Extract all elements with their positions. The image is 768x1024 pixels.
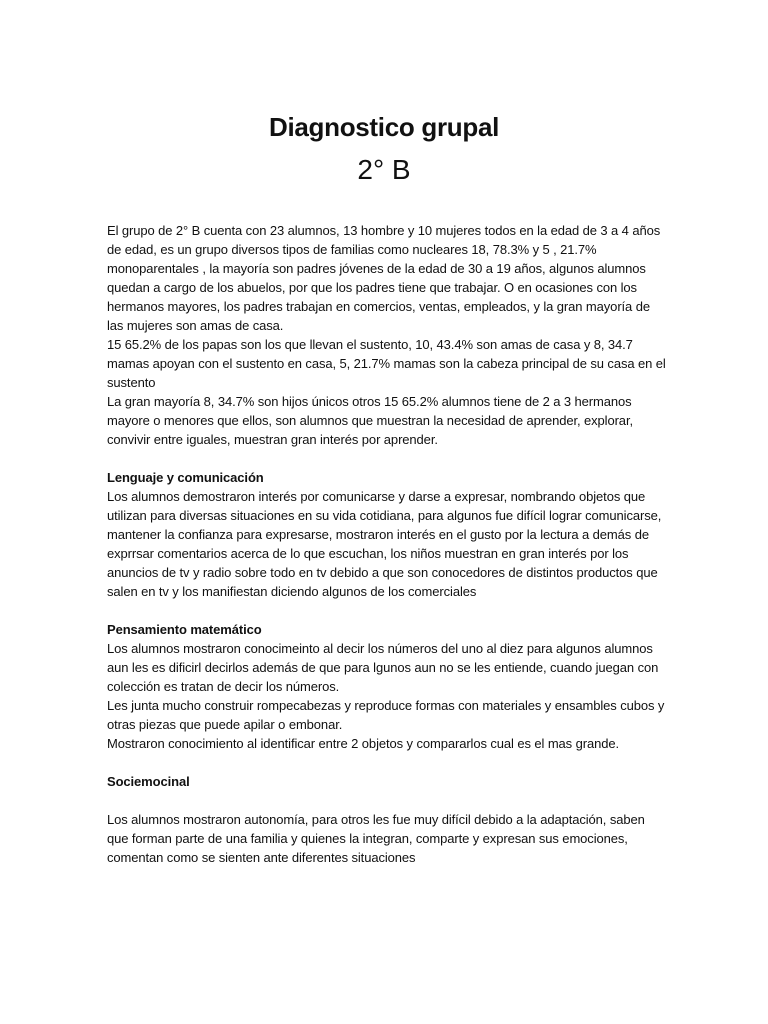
pensamiento-paragraph: Los alumnos mostraron conocimeinto al decir los números del uno al diez para algunos alumnos aun les es dificirl decirlos además de que para lgunos aun no se les entiende, cuando juegan con colección es tratan de decir los números.: [107, 641, 659, 694]
pensamiento-paragraph: Les junta mucho construir rompecabezas y reproduce formas con materiales y ensambles cubos y otras piezas que puede apilar o embonar.: [107, 698, 665, 732]
section-heading-socioemocional: Sociemocinal: [107, 774, 190, 789]
socioemocional-section: [107, 772, 667, 867]
section-spacer: [107, 791, 667, 810]
lenguaje-paragraph: Los alumnos demostraron interés por comunicarse y darse a expresar, nombrando objetos que utilizan para diversas situaciones en su vida cotidiana, para algunos fue difícil lograr comunicarse, mantener la confianza para expresarse, mostraron interés en el gusto por la lectura a demás de exprrsar comentarios acerca de lo que escuchan, los niños muestran en gran interés por los anuncios de tv y radio sobre todo en tv debido a que son conocedores de distintos productos que salen en tv y los manifiestan diciendo algunos de los comerciales: [107, 489, 662, 599]
section-heading-lenguaje: Lenguaje y comunicación: [107, 470, 264, 485]
pensamiento-paragraph: Mostraron conocimiento al identificar entre 2 objetos y compararlos cual es el mas grande.: [107, 736, 619, 751]
page-subtitle: 2° B: [357, 154, 411, 185]
intro-paragraph: El grupo de 2° B cuenta con 23 alumnos, 13 hombre y 10 mujeres todos en la edad de 3 a 4 años de edad, es un grupo diversos tipos de familias como nucleares 18, 78.3% y 5 , 21.7% monoparentales , la mayoría son padres jóvenes de la edad de 30 a 19 años, algunos alumnos quedan a cargo de los abuelos, por que los padres tiene que trabajar. O en ocasiones con los hermanos mayores, los padres trabajan en comercios, ventas, empleados, y la gran mayoría de las mujeres son amas de casa.: [107, 223, 661, 333]
intro-paragraph: La gran mayoría 8, 34.7% son hijos únicos otros 15 65.2% alumnos tiene de 2 a 3 hermanos mayore o menores que ellos, son alumnos que muestran la necesidad de aprender, explorar, convivir entre iguales, muestran gran interés por aprender.: [107, 394, 633, 447]
lenguaje-section: [107, 468, 667, 601]
document-body: [107, 221, 667, 886]
intro-paragraph: 15 65.2% de los papas son los que llevan el sustento, 10, 43.4% son amas de casa y 8, 34.7 mamas apoyan con el sustento en casa, 5, 21.7% mamas son la cabeza principal de su casa en el sustento: [107, 337, 666, 390]
section-heading-pensamiento: Pensamiento matemático: [107, 622, 262, 637]
intro-section: [107, 221, 667, 449]
page-title: Diagnostico grupal: [268, 112, 500, 142]
socioemocional-paragraph: Los alumnos mostraron autonomía, para otros les fue muy difícil debido a la adaptación, saben que forman parte de una familia y quienes la integran, comparte y expresan sus emociones, comentan como se sienten ante diferentes situaciones: [107, 812, 645, 865]
pensamiento-section: [107, 620, 667, 753]
